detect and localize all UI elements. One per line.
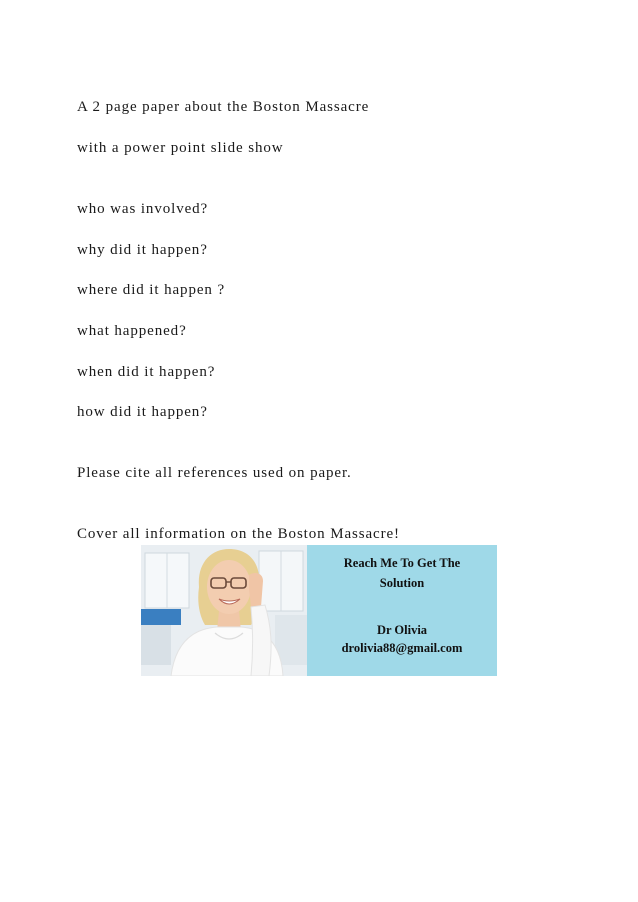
contact-advert-banner [141, 545, 497, 676]
question-where: where did it happen ? [77, 282, 226, 298]
ad-contact-name: Dr Olivia [376, 623, 428, 637]
paper-title-line: A 2 page paper about the Boston Massacre [77, 99, 370, 115]
question-when: when did it happen? [77, 364, 216, 380]
question-who: who was involved? [77, 201, 209, 217]
question-why: why did it happen? [77, 242, 208, 258]
paper-subtitle-line: with a power point slide show [77, 140, 284, 156]
question-what: what happened? [77, 323, 187, 339]
question-how: how did it happen? [77, 404, 208, 420]
coverage-instruction: Cover all information on the Boston Massacre! [77, 526, 400, 542]
smiling-woman-photo [141, 545, 307, 676]
ad-headline-line-1: Reach Me To Get The [343, 556, 461, 570]
contact-info-panel [307, 545, 497, 676]
ad-headline-line-2: Solution [379, 576, 425, 590]
ad-contact-email: drolivia88@gmail.com [341, 641, 463, 655]
citation-instruction: Please cite all references used on paper. [77, 465, 352, 481]
